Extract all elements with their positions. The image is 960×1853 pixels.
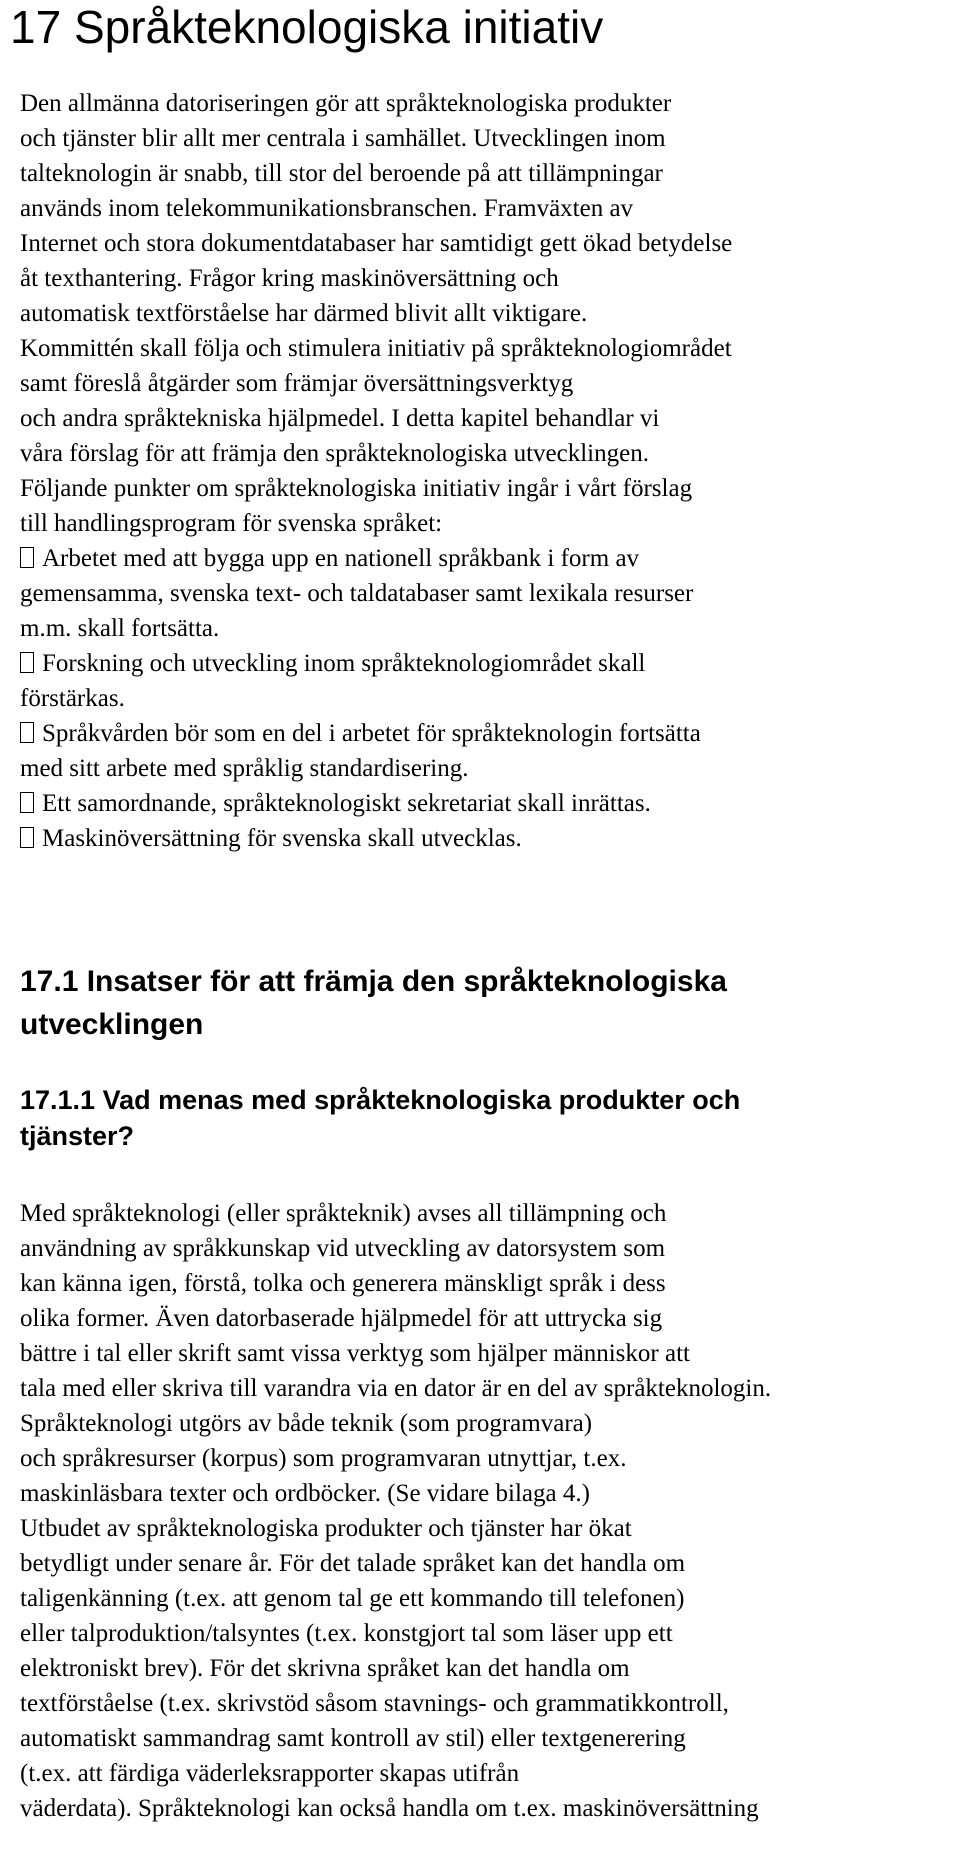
bullet-item bbox=[20, 646, 701, 681]
text-line: och tjänster blir allt mer centrala i samhället. Utvecklingen inom bbox=[20, 125, 666, 152]
section-heading: 17.1 Insatser för att främja den språkteknologiska utvecklingen bbox=[20, 965, 727, 1041]
bullet-box-icon bbox=[20, 722, 34, 743]
text-line: taligenkänning (t.ex. att genom tal ge ett kommando till telefonen) bbox=[20, 1585, 685, 1612]
bullet-box-icon bbox=[20, 792, 34, 813]
text-line: talteknologin är snabb, till stor del beroende på att tillämpningar bbox=[20, 160, 663, 187]
text-line: automatiskt sammandrag samt kontroll av stil) eller textgenerering bbox=[20, 1725, 686, 1752]
text-line: kan känna igen, förstå, tolka och generera mänskligt språk i dess bbox=[20, 1270, 666, 1297]
text-line: automatisk textförståelse har därmed blivit allt viktigare. bbox=[20, 300, 588, 327]
text-line: bättre i tal eller skrift samt vissa verktyg som hjälper människor att bbox=[20, 1340, 690, 1367]
bullet-continuation: m.m. skall fortsätta. bbox=[20, 615, 220, 642]
bullet-text: Forskning och utveckling inom språkteknologiområdet skall bbox=[42, 650, 646, 677]
text-line: textförståelse (t.ex. skrivstöd såsom stavnings- och grammatikkontroll, bbox=[20, 1690, 729, 1717]
text-line: (t.ex. att färdiga väderleksrapporter skapas utifrån bbox=[20, 1760, 520, 1787]
text-line: samt föreslå åtgärder som främjar översättningsverktyg bbox=[20, 370, 574, 397]
bullet-continuation: med sitt arbete med språklig standardisering. bbox=[20, 755, 469, 782]
bullet-continuation: gemensamma, svenska text- och taldatabaser samt lexikala resurser bbox=[20, 580, 694, 607]
text-line: Internet och stora dokumentdatabaser har samtidigt gett ökad betydelse bbox=[20, 230, 733, 257]
text-line: till handlingsprogram för svenska språket: bbox=[20, 510, 443, 537]
text-line: Språkteknologi utgörs av både teknik (som programvara) bbox=[20, 1410, 593, 1437]
text-line: elektroniskt brev). För det skrivna språket kan det handla om bbox=[20, 1655, 630, 1682]
text-line: och språkresurser (korpus) som programvaran utnyttjar, t.ex. bbox=[20, 1445, 627, 1472]
chapter-title: 17 Språkteknologiska initiativ bbox=[10, 1, 604, 53]
text-line: olika former. Även datorbaserade hjälpmedel för att uttrycka sig bbox=[20, 1305, 663, 1332]
bullet-text: Ett samordnande, språkteknologiskt sekretariat skall inrättas. bbox=[42, 790, 651, 817]
subsection-heading: 17.1.1 Vad menas med språkteknologiska produkter och tjänster? bbox=[20, 1085, 741, 1151]
bullet-item bbox=[20, 786, 701, 821]
text-line: Den allmänna datoriseringen gör att språkteknologiska produkter bbox=[20, 90, 672, 117]
text-line: Följande punkter om språkteknologiska initiativ ingår i vårt förslag bbox=[20, 475, 693, 502]
bullet-item bbox=[20, 541, 701, 576]
bullet-text: Maskinöversättning för svenska skall utvecklas. bbox=[42, 825, 522, 852]
text-line: användning av språkkunskap vid utveckling av datorsystem som bbox=[20, 1235, 666, 1262]
text-line: eller talproduktion/talsyntes (t.ex. konstgjort tal som läser upp ett bbox=[20, 1620, 673, 1647]
bullet-text: Språkvården bör som en del i arbetet för språkteknologin fortsätta bbox=[42, 720, 701, 747]
text-line: väderdata). Språkteknologi kan också handla om t.ex. maskinöversättning bbox=[20, 1795, 759, 1822]
text-line: tala med eller skriva till varandra via en dator är en del av språkteknologin. bbox=[20, 1375, 772, 1402]
text-line: åt texthantering. Frågor kring maskinöversättning och bbox=[20, 265, 559, 292]
bullet-continuation: förstärkas. bbox=[20, 685, 125, 712]
bullet-list bbox=[20, 541, 701, 856]
text-line: betydligt under senare år. För det talade språket kan det handla om bbox=[20, 1550, 686, 1577]
text-line: Utbudet av språkteknologiska produkter och tjänster har ökat bbox=[20, 1515, 632, 1542]
text-line: maskinläsbara texter och ordböcker. (Se vidare bilaga 4.) bbox=[20, 1480, 590, 1507]
bullet-box-icon bbox=[20, 652, 34, 673]
body-paragraph bbox=[20, 1196, 771, 1826]
text-line: används inom telekommunikationsbranschen. Framväxten av bbox=[20, 195, 634, 222]
text-line: och andra språktekniska hjälpmedel. I detta kapitel behandlar vi bbox=[20, 405, 660, 432]
bullet-item bbox=[20, 821, 701, 856]
bullet-text: Arbetet med att bygga upp en nationell språkbank i form av bbox=[42, 545, 640, 572]
bullet-box-icon bbox=[20, 827, 34, 848]
bullet-item bbox=[20, 716, 701, 751]
text-line: våra förslag för att främja den språkteknologiska utvecklingen. bbox=[20, 440, 649, 467]
text-line: Med språkteknologi (eller språkteknik) avses all tillämpning och bbox=[20, 1200, 667, 1227]
text-line: Kommittén skall följa och stimulera initiativ på språkteknologiområdet bbox=[20, 335, 732, 362]
bullet-box-icon bbox=[20, 547, 34, 568]
intro-paragraph bbox=[20, 86, 732, 541]
